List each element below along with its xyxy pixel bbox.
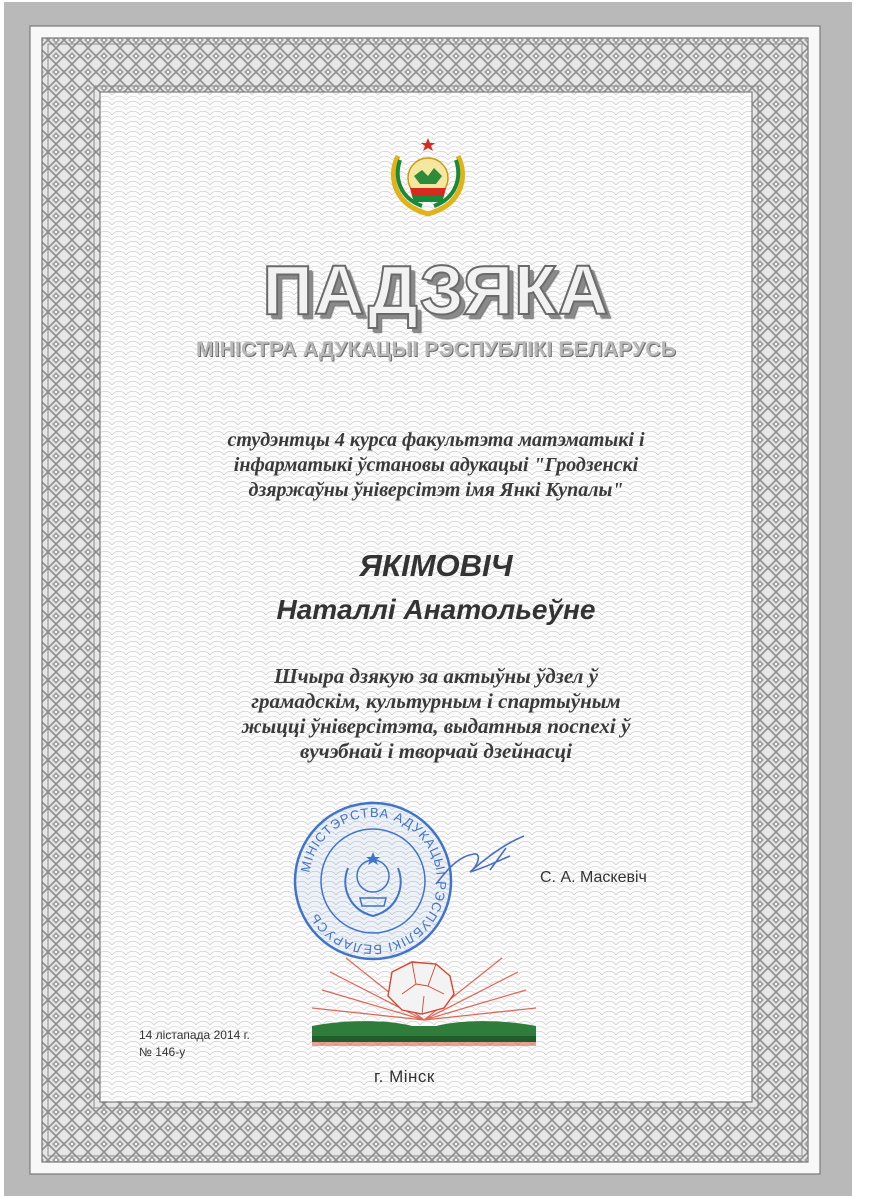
gratitude-line: жыцці ўніверсітэта, выдатныя поспехі ў (241, 714, 631, 738)
gratitude-line: Шчыра дзякую за актыўны ўдзел ў (273, 664, 599, 688)
recipient-line: інфарматыкі ўстановы адукацыі "Гродзенскі (233, 454, 639, 476)
issuer-subtitle: МІНІСТРА АДУКАЦЫІ РЭСПУБЛІКІ БЕЛАРУСЬ (195, 338, 677, 361)
recipient-line: дзяржаўны ўніверсітэт імя Янкі Купалы" (248, 479, 624, 501)
recipient-given-names: Наталлі Анатольеўне (276, 594, 596, 625)
signatory-name: С. А. Маскевіч (540, 869, 647, 886)
recipient-description (0, 428, 872, 503)
gratitude-text (0, 664, 872, 764)
recipient-line: студэнтцы 4 курса факультэта матэматыкі і (227, 429, 645, 451)
seal-text: МІНІСТЭРСТВА АДУКАЦЫІ РЭСПУБЛІКІ БЕЛАРУСЬ (297, 804, 450, 958)
gratitude-line: вучэбнай і творчай дзейнасці (299, 739, 573, 763)
state-emblem-icon (386, 136, 470, 216)
issue-date: 14 лістапада 2014 г. (139, 1028, 250, 1042)
certificate-title: ПАДЗЯКА (262, 251, 610, 329)
issue-city: г. Мінск (374, 1067, 435, 1086)
signature-icon (430, 826, 530, 896)
education-logo-icon (312, 950, 536, 1054)
recipient-surname: ЯКІМОВІЧ (359, 548, 513, 583)
document-number: № 146-у (139, 1045, 186, 1059)
gratitude-line: грамадскім, культурным і спартыўным (251, 689, 621, 713)
